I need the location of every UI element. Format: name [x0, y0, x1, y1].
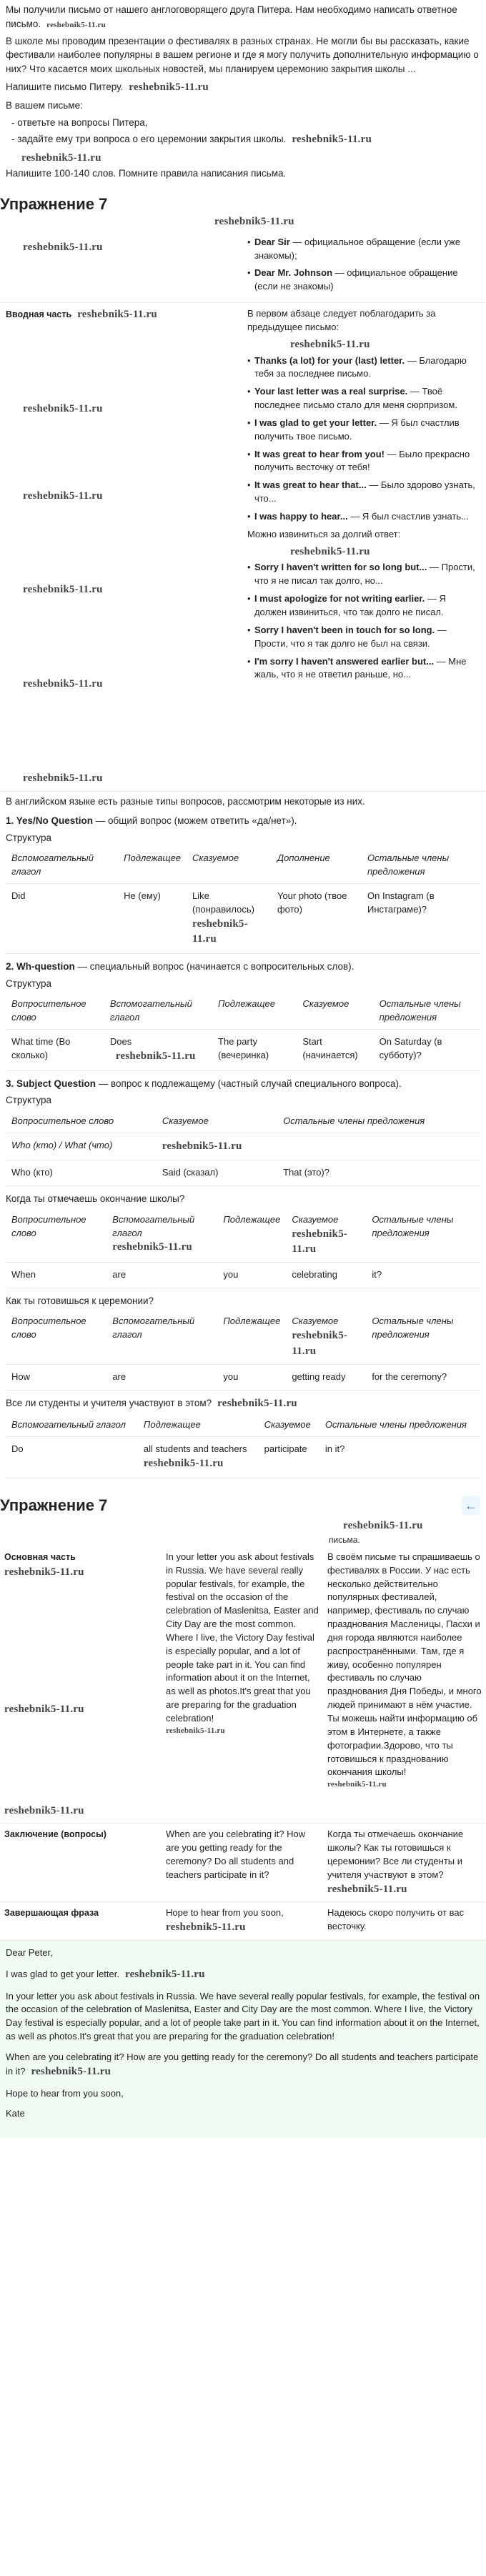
- column-header: Сказуемое: [162, 1115, 209, 1126]
- table-row: [6, 1311, 480, 1364]
- watermark: reshebnik5-11.ru: [21, 151, 101, 164]
- task-intro: Мы получили письмо от нашего англоговорящего друга Питера. Нам необходимо написать ответное письмо. reshebnik5-11.ru: [6, 3, 480, 31]
- table-row: [0, 1824, 486, 1902]
- table-cell: How: [11, 1371, 31, 1382]
- example-table: [6, 1209, 480, 1288]
- list-item: • It was great to hear that... — Было здорово узнать, что...: [247, 479, 480, 506]
- table-cell: Who (кто) / What (что): [11, 1139, 113, 1150]
- table-cell: The party (вечеринка): [218, 1036, 269, 1060]
- table-cell: Заключение (вопросы): [0, 1824, 162, 1902]
- phrases-table: [0, 230, 486, 792]
- column-header: Сказуемое reshebnik5-11.ru: [286, 1209, 366, 1263]
- watermark: reshebnik5-11.ru: [23, 489, 103, 502]
- column-header: Подлежащее: [124, 852, 182, 864]
- table-cell: Завершающая фраза: [0, 1902, 162, 1941]
- table-row: [6, 884, 480, 954]
- table-row: [6, 1160, 480, 1186]
- column-header: Вспомогательный глагол reshebnik5-11.ru: [106, 1209, 217, 1263]
- table-cell: you: [223, 1269, 239, 1280]
- table-cell: Когда ты отмечаешь окончание школы? Как ты готовишься к церемонии? Все ли студенты и учителя участвуют в этом? reshebnik5-11.ru: [323, 1824, 486, 1902]
- column-header: Вопросительное слово: [11, 1115, 114, 1126]
- table-row: [6, 1263, 480, 1288]
- letter-greeting: Dear Peter,: [6, 1946, 53, 1958]
- column-header: Сказуемое: [264, 1419, 311, 1431]
- task-write-letter: Напишите письмо Питеру. reshebnik5-11.ru: [6, 80, 480, 96]
- watermark: reshebnik5-11.ru: [112, 1241, 192, 1253]
- list-item: • It was great to hear from you! — Было прекрасно получить весточку от тебя!: [247, 448, 480, 475]
- table-row: [6, 1110, 480, 1133]
- table-cell: [242, 303, 486, 792]
- list-item: • I was glad to get your letter. — Я был счастлив получить твое письмо.: [247, 417, 480, 444]
- column-header: Вспомогательный глагол: [109, 998, 192, 1023]
- table-cell: for the ceremony?: [372, 1371, 447, 1382]
- column-header: Остальные члены предложения: [367, 852, 450, 877]
- watermark: reshebnik5-11.ru: [214, 216, 294, 228]
- list-item: • I was happy to hear... — Я был счастлив узнать...: [247, 510, 480, 524]
- structure-label: Структура: [6, 978, 52, 989]
- table-row: [0, 1546, 486, 1824]
- table-cell: [277, 1133, 480, 1160]
- column-header: Подлежащее: [143, 1419, 201, 1431]
- table-cell: Do: [11, 1443, 24, 1455]
- column-header: Вспомогательный глагол: [112, 1316, 195, 1341]
- watermark: reshebnik5-11.ru: [327, 1780, 387, 1789]
- table-cell: On Saturday (в субботу)?: [379, 1036, 442, 1060]
- column-header: Остальные члены предложения: [324, 1419, 467, 1431]
- column-header: Остальные члены предложения: [372, 1316, 454, 1341]
- watermark: reshebnik5-11.ru: [162, 1140, 242, 1152]
- structure-table: [6, 993, 480, 1070]
- watermark: reshebnik5-11.ru: [23, 772, 103, 784]
- list-item: • Your last letter was a real surprise. — Твоё последнее письмо стало для меня сюрпризом.: [247, 385, 480, 412]
- table-cell: Did: [11, 890, 26, 902]
- list-item: - задайте ему три вопроса о его церемонии закрытия школы. reshebnik5-11.ru: [11, 132, 480, 148]
- table-row: [6, 1030, 480, 1071]
- example-question: Как ты готовишься к церемонии?: [6, 1295, 154, 1306]
- table-cell: [157, 1133, 277, 1160]
- question-type-heading: 2. Wh-question — специальный вопрос (начинается с вопросительных слов).: [6, 961, 354, 973]
- list-item: • Dear Mr. Johnson — официальное обращение (если не знакомы): [247, 267, 480, 294]
- table-row: [6, 993, 480, 1029]
- structure-label: Структура: [6, 832, 52, 843]
- table-row: [6, 1414, 480, 1436]
- table-cell: you: [223, 1371, 239, 1382]
- watermark: reshebnik5-11.ru: [292, 134, 372, 146]
- watermark: reshebnik5-11.ru: [31, 2065, 111, 2077]
- table-cell: Start (начинается): [302, 1036, 358, 1060]
- task-words: Напишите 100-140 слов. Помните правила написания письма.: [6, 167, 287, 179]
- watermark: reshebnik5-11.ru: [166, 1726, 225, 1735]
- column-header: Подлежащее: [218, 998, 275, 1010]
- letter-paragraph: When are you celebrating it? How are you getting ready for the ceremony? Do all students and teachers participate in it? reshebnik5-11.ru: [6, 2051, 480, 2080]
- watermark: reshebnik5-11.ru: [115, 1050, 196, 1062]
- watermark: reshebnik5-11.ru: [217, 1397, 297, 1409]
- table-row: [6, 1133, 480, 1160]
- task-block: [0, 0, 486, 180]
- fragment-text: письма.: [329, 1534, 360, 1545]
- letter-closing: Hope to hear from you soon,: [6, 2087, 124, 2099]
- task-paragraph: В школе мы проводим презентации о фестивалях в разных странах. Не могли бы вы рассказать, какие фестивали наиболее популярны в вашем регионе и где я могу получить дополнительную информацию о них? Что касается моих школьных новостей, мы планируем церемонию закрытия школы ...: [6, 35, 479, 74]
- table-row: [0, 303, 486, 792]
- example-question: Все ли студенты и учителя участвуют в этом? reshebnik5-11.ru: [6, 1396, 480, 1412]
- watermark: reshebnik5-11.ru: [129, 81, 209, 94]
- table-cell: are: [112, 1371, 127, 1382]
- watermark: reshebnik5-11.ru: [292, 1330, 348, 1358]
- table-cell: getting ready: [292, 1371, 346, 1382]
- table-cell: [0, 230, 242, 303]
- watermark: reshebnik5-11.ru: [289, 338, 370, 350]
- table-cell: [0, 303, 242, 792]
- table-cell: Надеюсь скоро получить от вас весточку.: [323, 1902, 486, 1941]
- table-cell: In your letter you ask about festivals in Russia. We have several really popular festivals, for example, the festival on the occasion of the celebration of Maslenitsa, Easter and City Day are the most common. Where I live, the Victory Day festival is especially popular, and a lot of people take part in it. You can find information about it on the Internet, as well as photos.It's great that you are preparing for the graduation celebration! reshebnik5-11.ru: [162, 1546, 323, 1824]
- column-header: Сказуемое: [192, 852, 239, 864]
- section-title: Упражнение 7: [0, 195, 108, 214]
- watermark: reshebnik5-11.ru: [46, 20, 106, 29]
- row-label: Вводная часть: [6, 309, 72, 320]
- table-cell: Hope to hear from you soon, reshebnik5-11.ru: [162, 1902, 323, 1941]
- table-row: [0, 1902, 486, 1941]
- watermark: reshebnik5-11.ru: [327, 1883, 407, 1895]
- letter-line: I was glad to get your letter. reshebnik5-11.ru: [6, 1967, 480, 1983]
- table-cell: When: [11, 1269, 36, 1280]
- column-header: Остальные члены предложения: [283, 1115, 425, 1126]
- row-label: Основная часть: [4, 1551, 76, 1562]
- watermark: reshebnik5-11.ru: [23, 241, 103, 253]
- section-title: Упражнение 7: [0, 1496, 108, 1514]
- watermark: reshebnik5-11.ru: [23, 584, 103, 596]
- table-cell: В своём письме ты спрашиваешь о фестивалях в России. У нас есть несколько действительно популярных фестивалей, например, фестиваль по случаю празднования Масленицы, Пасхи и дня города являются наиболее распространёнными. Там, где я живу, особенно популярен фестиваль по случаю празднования Дня Победы, и много людей принимают в нём участие. Ты можешь найти информацию об этом в Интернете, а также фотографии.Здорово, что ты готовишься к празднованию окончания школы! reshebnik5-11.ru: [323, 1546, 486, 1824]
- column-header: Вопросительное слово: [11, 1213, 86, 1238]
- watermark: reshebnik5-11.ru: [23, 678, 103, 690]
- watermark: reshebnik5-11.ru: [192, 917, 248, 945]
- lead-text: Можно извиниться за долгий ответ:: [247, 528, 401, 539]
- table-cell: celebrating: [292, 1269, 337, 1280]
- example-table: [6, 1311, 480, 1390]
- list-item: • I'm sorry I haven't answered earlier but... — Мне жаль, что я не ответил раньше, но...: [247, 655, 480, 682]
- column-header: Вопросительное слово: [11, 1316, 86, 1341]
- section-header: [0, 1484, 486, 1523]
- structure-table: [6, 847, 480, 954]
- table-cell: Who (кто): [11, 1167, 53, 1178]
- example-table: [6, 1414, 480, 1478]
- table-cell: What time (Во сколько): [11, 1036, 71, 1060]
- lead-text: В первом абзаце следует поблагодарить за предыдущее письмо:: [247, 308, 436, 332]
- watermark: reshebnik5-11.ru: [292, 1228, 348, 1255]
- column-header: Остальные члены предложения: [379, 998, 461, 1023]
- table-cell: participate: [264, 1443, 307, 1455]
- table-cell: are: [112, 1269, 127, 1280]
- final-letter: [0, 1941, 486, 2138]
- table-cell: [242, 230, 486, 303]
- watermark: reshebnik5-11.ru: [289, 545, 370, 557]
- table-cell: Like (понравилось) reshebnik5-11.ru: [187, 884, 272, 954]
- list-item: • Sorry I haven't been in touch for so long. — Прости, что я так долго не был на связи.: [247, 624, 480, 651]
- table-cell: it?: [372, 1269, 382, 1280]
- list-item: • Sorry I haven't written for so long but... — Прости, что я не писал так долго, но...: [247, 561, 480, 588]
- task-list: [11, 116, 480, 148]
- watermark: reshebnik5-11.ru: [143, 1458, 224, 1470]
- table-row: [6, 1364, 480, 1390]
- letter-signature: Kate: [6, 2108, 25, 2119]
- question-type-heading: 3. Subject Question — вопрос к подлежащему (частный случай специального вопроса).: [6, 1078, 402, 1089]
- grammar-intro: В английском языке есть разные типы вопросов, рассмотрим некоторые из них.: [6, 795, 365, 807]
- example-question: Когда ты отмечаешь окончание школы?: [6, 1193, 185, 1205]
- structure-table: [6, 1110, 480, 1186]
- back-arrow-icon[interactable]: ←: [462, 1496, 480, 1515]
- letter-paragraph: In your letter you ask about festivals in Russia. We have several really popular festivals, for example, the festival on the occasion of the celebration of Maslenitsa, Easter and City Day are the most common. Where I live, the Victory Day festival is especially popular, and a lot of people take part in it. You can find information about it on the Internet, as well as photos.It's great that you are preparing for the graduation celebration!: [6, 1990, 480, 2042]
- column-header: Вспомогательный глагол: [11, 852, 94, 877]
- watermark: reshebnik5-11.ru: [77, 309, 157, 321]
- watermark: reshebnik5-11.ru: [23, 402, 103, 414]
- grammar-block: [0, 795, 486, 1478]
- column-header: Вопросительное слово: [11, 998, 86, 1023]
- column-header: Сказуемое reshebnik5-11.ru: [286, 1311, 366, 1364]
- table-row: [6, 1209, 480, 1263]
- list-item: • Dear Sir — официальное обращение (если уже знакомы);: [247, 236, 480, 263]
- table-cell: On Instagram (в Инстаграме)?: [367, 890, 435, 915]
- watermark: reshebnik5-11.ru: [343, 1519, 423, 1531]
- column-header: Дополнение: [277, 852, 330, 864]
- table-row: [6, 847, 480, 883]
- task-in-letter: В вашем письме:: [6, 99, 83, 111]
- question-type-heading: 1. Yes/No Question — общий вопрос (можем ответить «да/нет»).: [6, 815, 297, 827]
- watermark: reshebnik5-11.ru: [124, 1968, 205, 1980]
- watermark: reshebnik5-11.ru: [4, 1804, 84, 1816]
- list-item: • I must apologize for not writing earlier. — Я должен извиниться, что так долго не писал.: [247, 592, 480, 620]
- table-row: [6, 1437, 480, 1478]
- letter-structure-table: [0, 1546, 486, 1941]
- watermark: reshebnik5-11.ru: [4, 1703, 84, 1715]
- table-cell: all students and teachers reshebnik5-11.ru: [138, 1437, 259, 1478]
- watermark: reshebnik5-11.ru: [4, 1566, 84, 1578]
- column-header: Подлежащее: [223, 1213, 281, 1225]
- column-header: Остальные члены предложения: [372, 1213, 454, 1238]
- column-header: Вспомогательный глагол: [11, 1419, 126, 1431]
- table-cell: Said (сказал): [162, 1167, 219, 1178]
- structure-label: Структура: [6, 1095, 52, 1106]
- table-cell: He (ему): [124, 890, 161, 902]
- table-cell: Doesreshebnik5-11.ru: [104, 1030, 212, 1071]
- table-cell: Your photo (твое фото): [277, 890, 347, 915]
- column-header: Подлежащее: [223, 1316, 281, 1327]
- list-item: • Thanks (a lot) for your (last) letter. — Благодарю тебя за последнее письмо.: [247, 354, 480, 382]
- table-cell: When are you celebrating it? How are you getting ready for the ceremony? Do all students and teachers participate in it?: [162, 1824, 323, 1902]
- column-header: Сказуемое: [302, 998, 349, 1010]
- list-item: - ответьте на вопросы Питера,: [11, 116, 480, 130]
- table-row: [0, 230, 486, 303]
- table-cell: in it?: [324, 1443, 345, 1455]
- table-cell: [0, 1546, 162, 1824]
- table-cell: That (это)?: [283, 1167, 329, 1178]
- watermark: reshebnik5-11.ru: [166, 1921, 246, 1934]
